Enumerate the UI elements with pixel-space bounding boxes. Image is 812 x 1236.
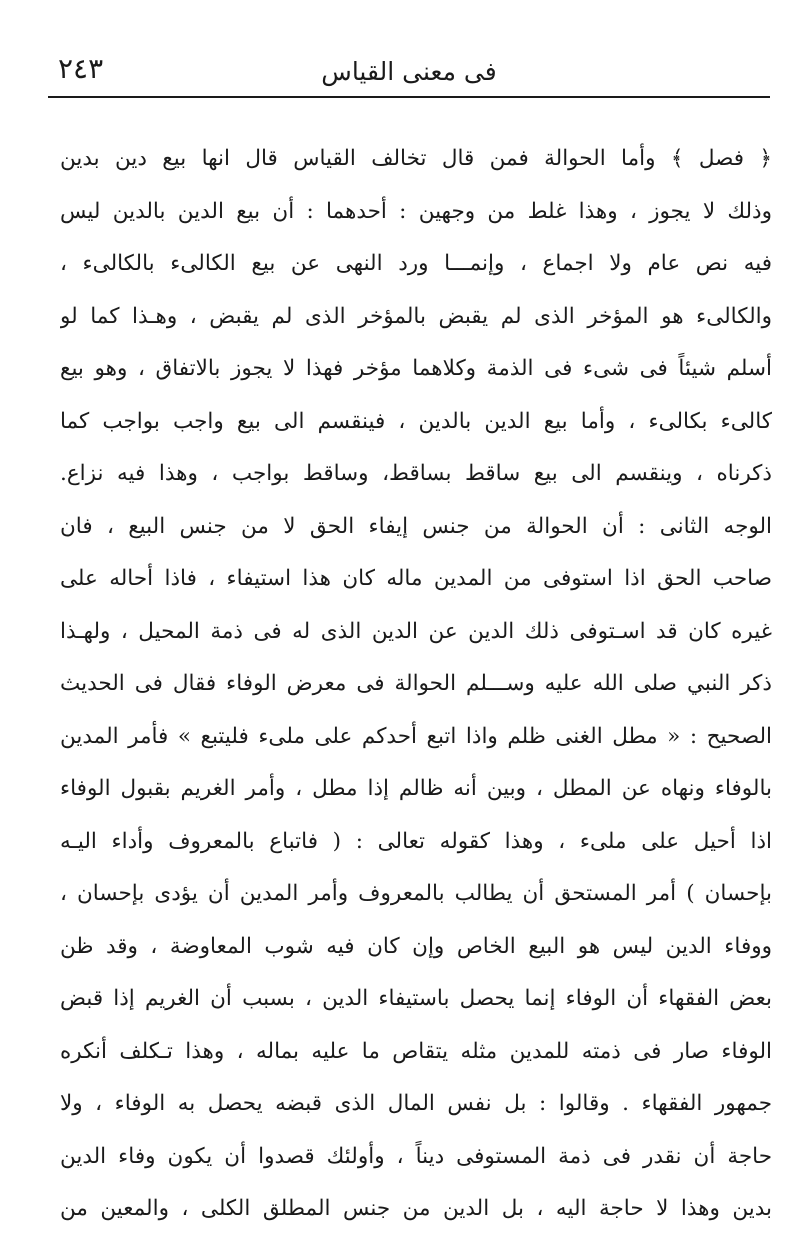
header-divider — [48, 96, 770, 98]
text-line: كالىء بكالىء ، وأما بيع الدين بالدين ، فينقسم الى بيع واجب بواجب كما — [60, 408, 772, 434]
text-line: الصحيح : « مطل الغنى ظلم واذا اتبع أحدكم على ملىء فليتبع » فأمر المدين — [60, 723, 772, 749]
running-header — [48, 52, 770, 94]
chapter-title: فى معنى القياس — [321, 57, 497, 86]
body-text — [60, 133, 772, 1236]
text-line: جمهور الفقهاء . وقالوا : بل نفس المال الذى قبضه يحصل به الوفاء ، ولا — [60, 1091, 772, 1116]
text-line: الوجه الثانى : أن الحوالة من جنس إيفاء الحق لا من جنس البيع ، فان — [60, 513, 772, 539]
text-line: اذا أحيل على ملىء ، وهذا كقوله تعالى : ( فاتباع بالمعروف وأداء اليـه — [60, 828, 772, 854]
page-number: ٢٤٣ — [58, 52, 104, 85]
text-line: ذكرناه ، وينقسم الى بيع ساقط بساقط، وساقط بواجب ، وهذا فيه نزاع. — [60, 461, 772, 486]
text-line: صاحب الحق اذا استوفى من المدين ماله كان هذا استيفاء ، فاذا أحاله على — [60, 566, 772, 591]
text-line: ووفاء الدين ليس هو البيع الخاص وإن كان فيه شوب المعاوضة ، وقد ظن — [60, 933, 772, 959]
text-line: حاجة أن نقدر فى ذمة المستوفى ديناً ، وأولئك قصدوا أن يكون وفاء الدين — [60, 1143, 772, 1169]
text-line: غيره كان قد اسـتوفى ذلك الدين عن الدين الذى له فى ذمة المحيل ، ولهـذا — [60, 618, 772, 644]
text-line: بإحسان ) أمر المستحق أن يطالب بالمعروف وأمر المدين أن يؤدى بإحسان ، — [60, 881, 772, 906]
text-line: فيه نص عام ولا اجماع ، وإنمـــا ورد النهى عن بيع الكالىء بالكالىء ، — [60, 251, 772, 276]
text-line: الوفاء صار فى ذمته للمدين مثله يتقاص ما عليه بماله ، وهذا تـكلف أنكره — [60, 1038, 772, 1064]
text-line: أسلم شيئاً فى شىء فى الذمة وكلاهما مؤخر فهذا لا يجوز بالاتفاق ، وهو بيع — [60, 356, 772, 381]
text-line: ﴿ فصل ﴾ وأما الحوالة فمن قال تخالف القياس قال انها بيع دين بدين — [60, 146, 772, 171]
text-line: بالوفاء ونهاه عن المطل ، وبين أنه ظالم إذا مطل ، وأمر الغريم بقبول الوفاء — [60, 776, 772, 801]
text-line: بعض الفقهاء أن الوفاء إنما يحصل باستيفاء الدين ، بسبب أن الغريم إذا قبض — [60, 986, 772, 1011]
text-line: ذكر النبي صلى الله عليه وســـلم الحوالة فى معرض الوفاء فقال فى الحديث — [60, 671, 772, 696]
text-line: وذلك لا يجوز ، وهذا غلط من وجهين : أحدهما : أن بيع الدين بالدين ليس — [60, 198, 772, 224]
text-line: والكالىء هو المؤخر الذى لم يقبض بالمؤخر الذى لم يقبض ، وهـذا كما لو — [60, 303, 772, 329]
text-line: بدين وهذا لا حاجة اليه ، بل الدين من جنس المطلق الكلى ، والمعين من — [60, 1196, 772, 1221]
